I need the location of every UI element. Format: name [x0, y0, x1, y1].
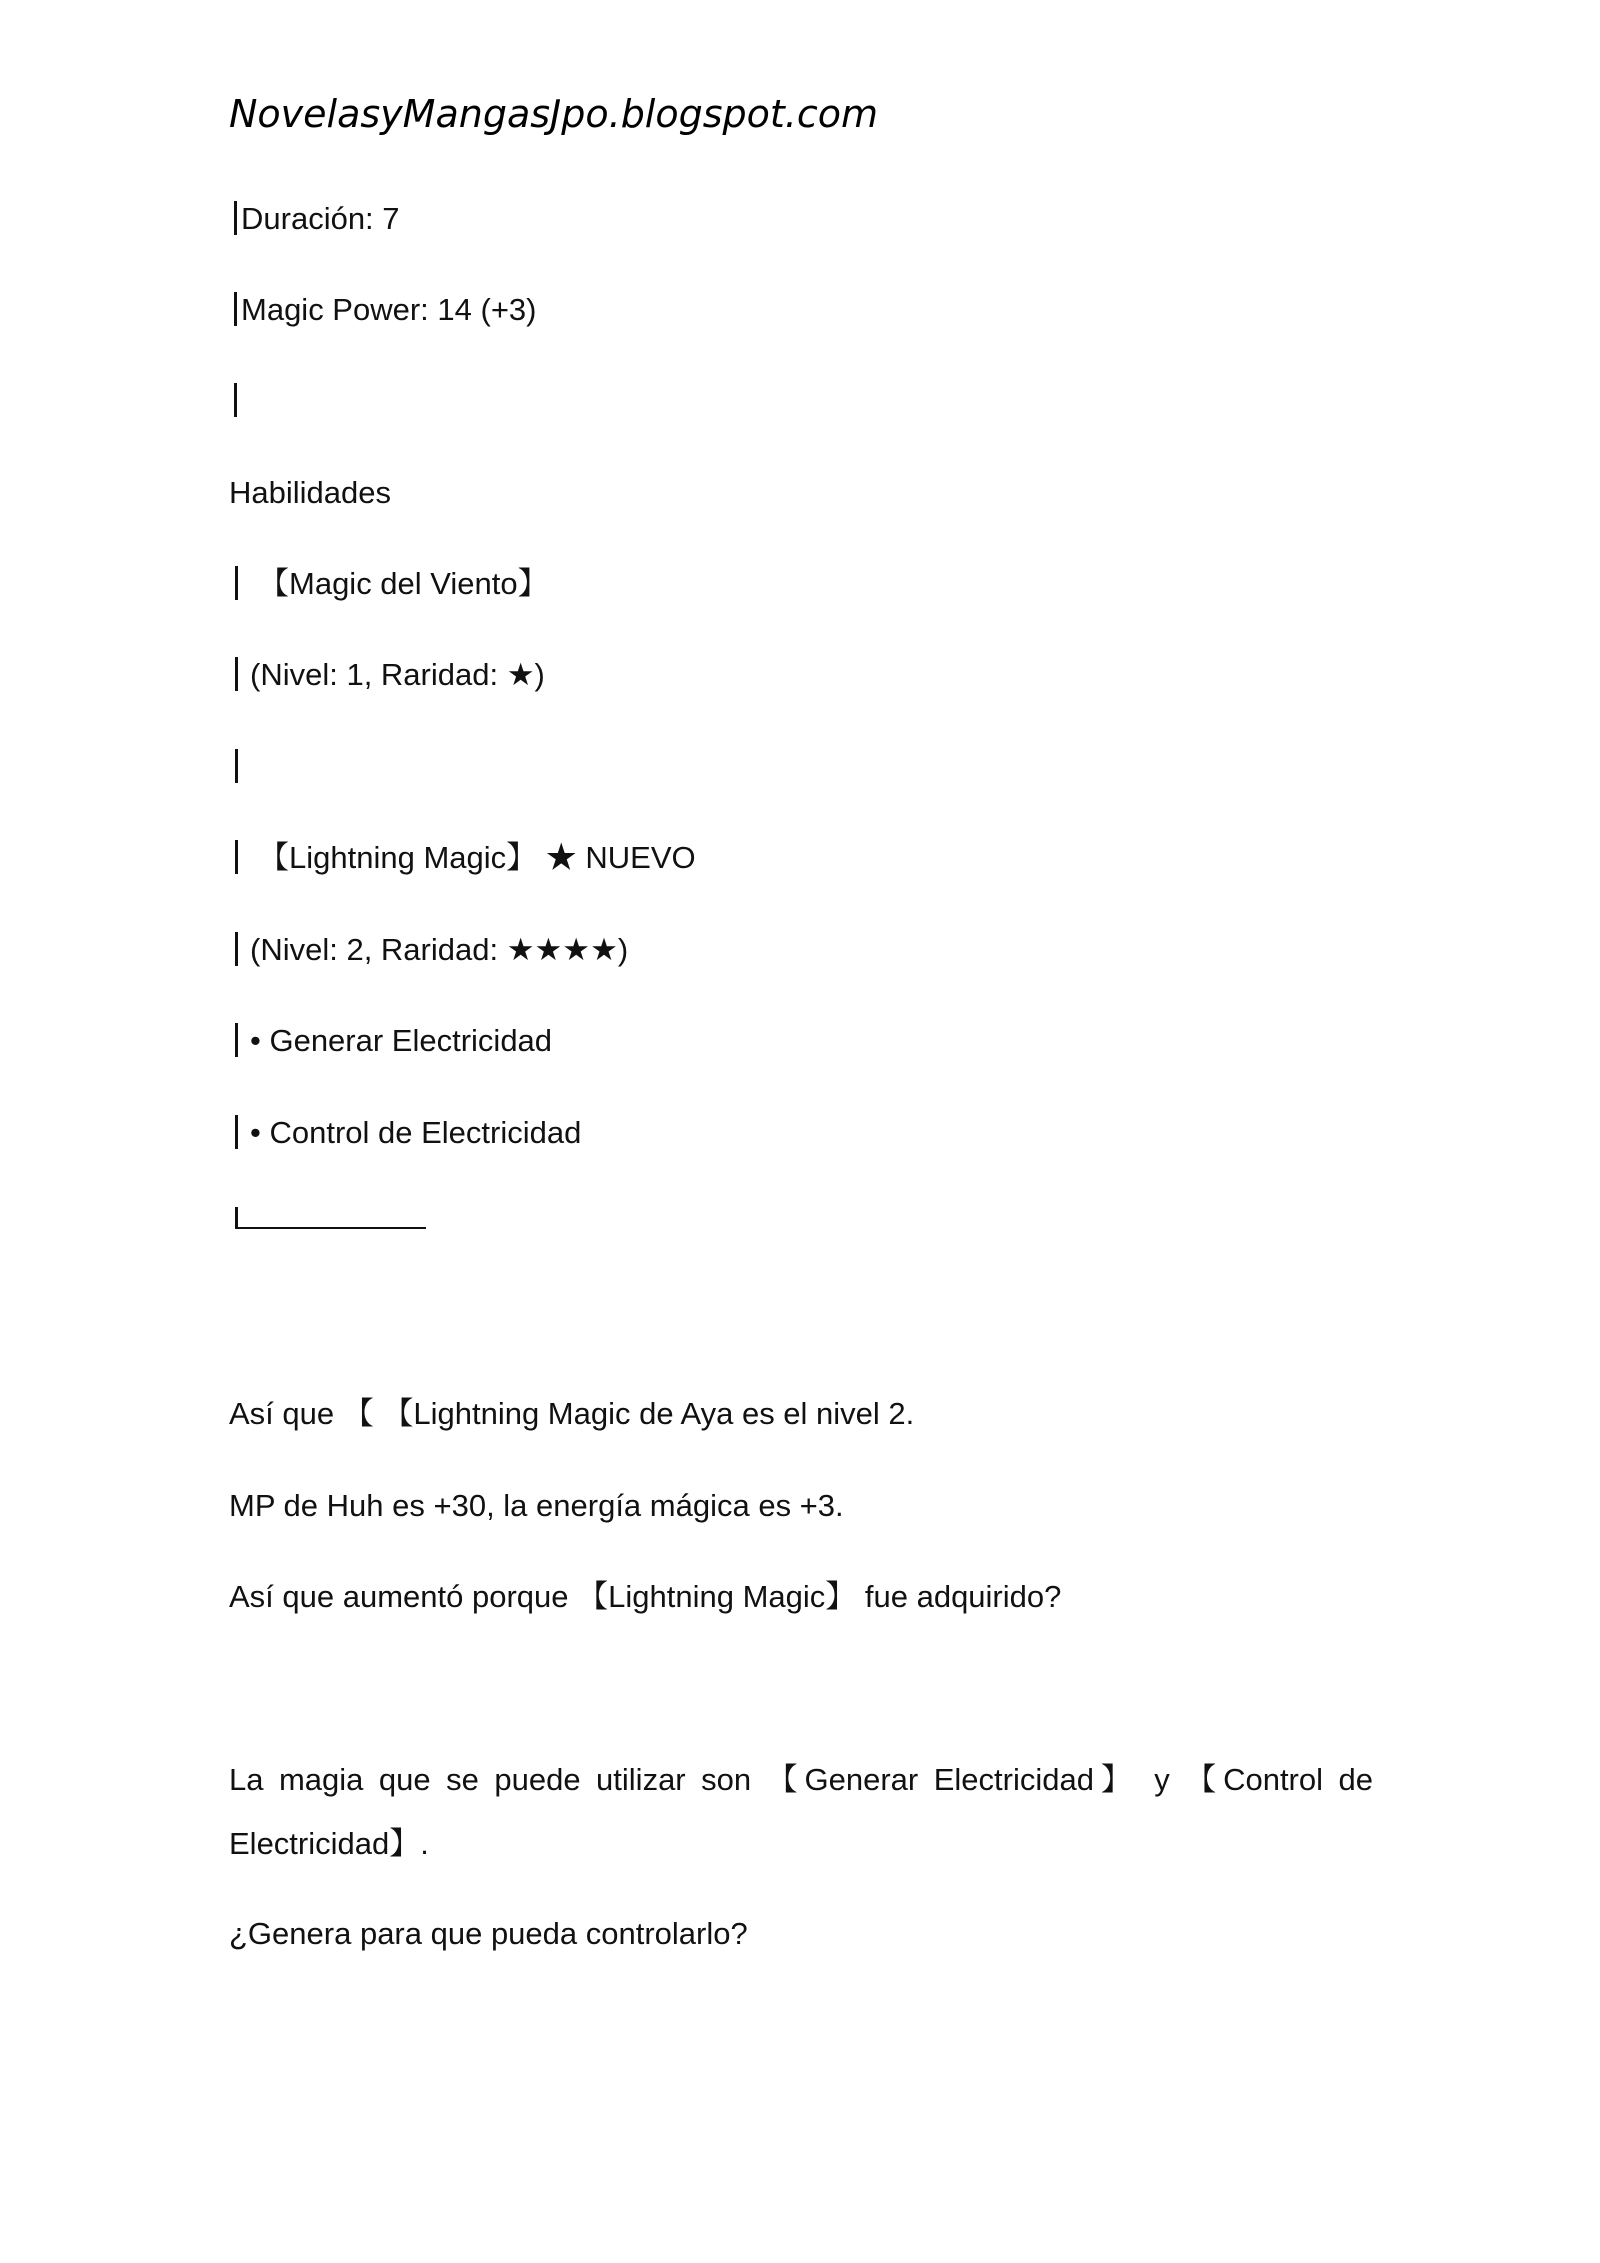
skill-sub-item-line — [229, 1114, 581, 1152]
skills-heading: Habilidades — [229, 475, 391, 510]
status-duration-line — [229, 200, 400, 238]
status-bar-mark — [234, 201, 237, 235]
paragraph-3: Así que aumentó porque 【Lightning Magic】 fue adquirido? — [229, 1579, 1062, 1614]
status-bar-mark — [235, 749, 238, 783]
status-bar-mark — [235, 1115, 238, 1149]
skill-lightning-name: 【Lightning Magic】 ★ NUEVO — [258, 840, 696, 875]
skill-lightning-level: (Nivel: 2, Raridad: ★★★★) — [250, 932, 629, 967]
paragraph-1: Así que 【 【Lightning Magic de Aya es el nivel 2. — [229, 1396, 915, 1431]
paragraph-2: MP de Huh es +30, la energía mágica es +3. — [229, 1488, 844, 1523]
skill-wind-level-line — [229, 656, 545, 694]
status-bar-mark — [235, 932, 238, 966]
status-bar-mark — [235, 840, 238, 874]
skill-wind-line — [229, 565, 549, 603]
status-bar-mark — [235, 657, 238, 691]
paragraph-4 — [229, 1748, 1373, 1876]
status-magic-power-line — [229, 291, 536, 329]
status-bar-mark — [235, 566, 238, 600]
paragraph-4-line-2: Electricidad】. — [229, 1826, 429, 1861]
skill-sub-item-generate: • Generar Electricidad — [250, 1023, 553, 1058]
paragraph-4-line-1: La magia que se puede utilizar son 【Generar Electricidad】 y 【Control de — [229, 1762, 1373, 1797]
status-bar-mark — [234, 383, 237, 417]
site-header: NovelasyMangasJpo.blogspot.com — [229, 92, 879, 136]
skill-blank-line — [229, 748, 248, 786]
skill-wind-name: 【Magic del Viento】 — [258, 566, 549, 601]
skill-lightning-line — [229, 839, 696, 877]
status-blank-line — [229, 382, 241, 420]
status-box-corner — [235, 1207, 426, 1229]
status-bar-mark — [234, 292, 237, 326]
skill-sub-item-line — [229, 1022, 552, 1060]
skill-lightning-level-line — [229, 931, 628, 969]
skill-wind-level: (Nivel: 1, Raridad: ★) — [250, 657, 545, 692]
duration-text: Duración: 7 — [241, 201, 400, 236]
skill-sub-item-control: • Control de Electricidad — [250, 1115, 582, 1150]
paragraph-5: ¿Genera para que pueda controlarlo? — [229, 1916, 748, 1951]
magic-power-text: Magic Power: 14 (+3) — [241, 292, 537, 327]
status-bar-mark — [235, 1023, 238, 1057]
